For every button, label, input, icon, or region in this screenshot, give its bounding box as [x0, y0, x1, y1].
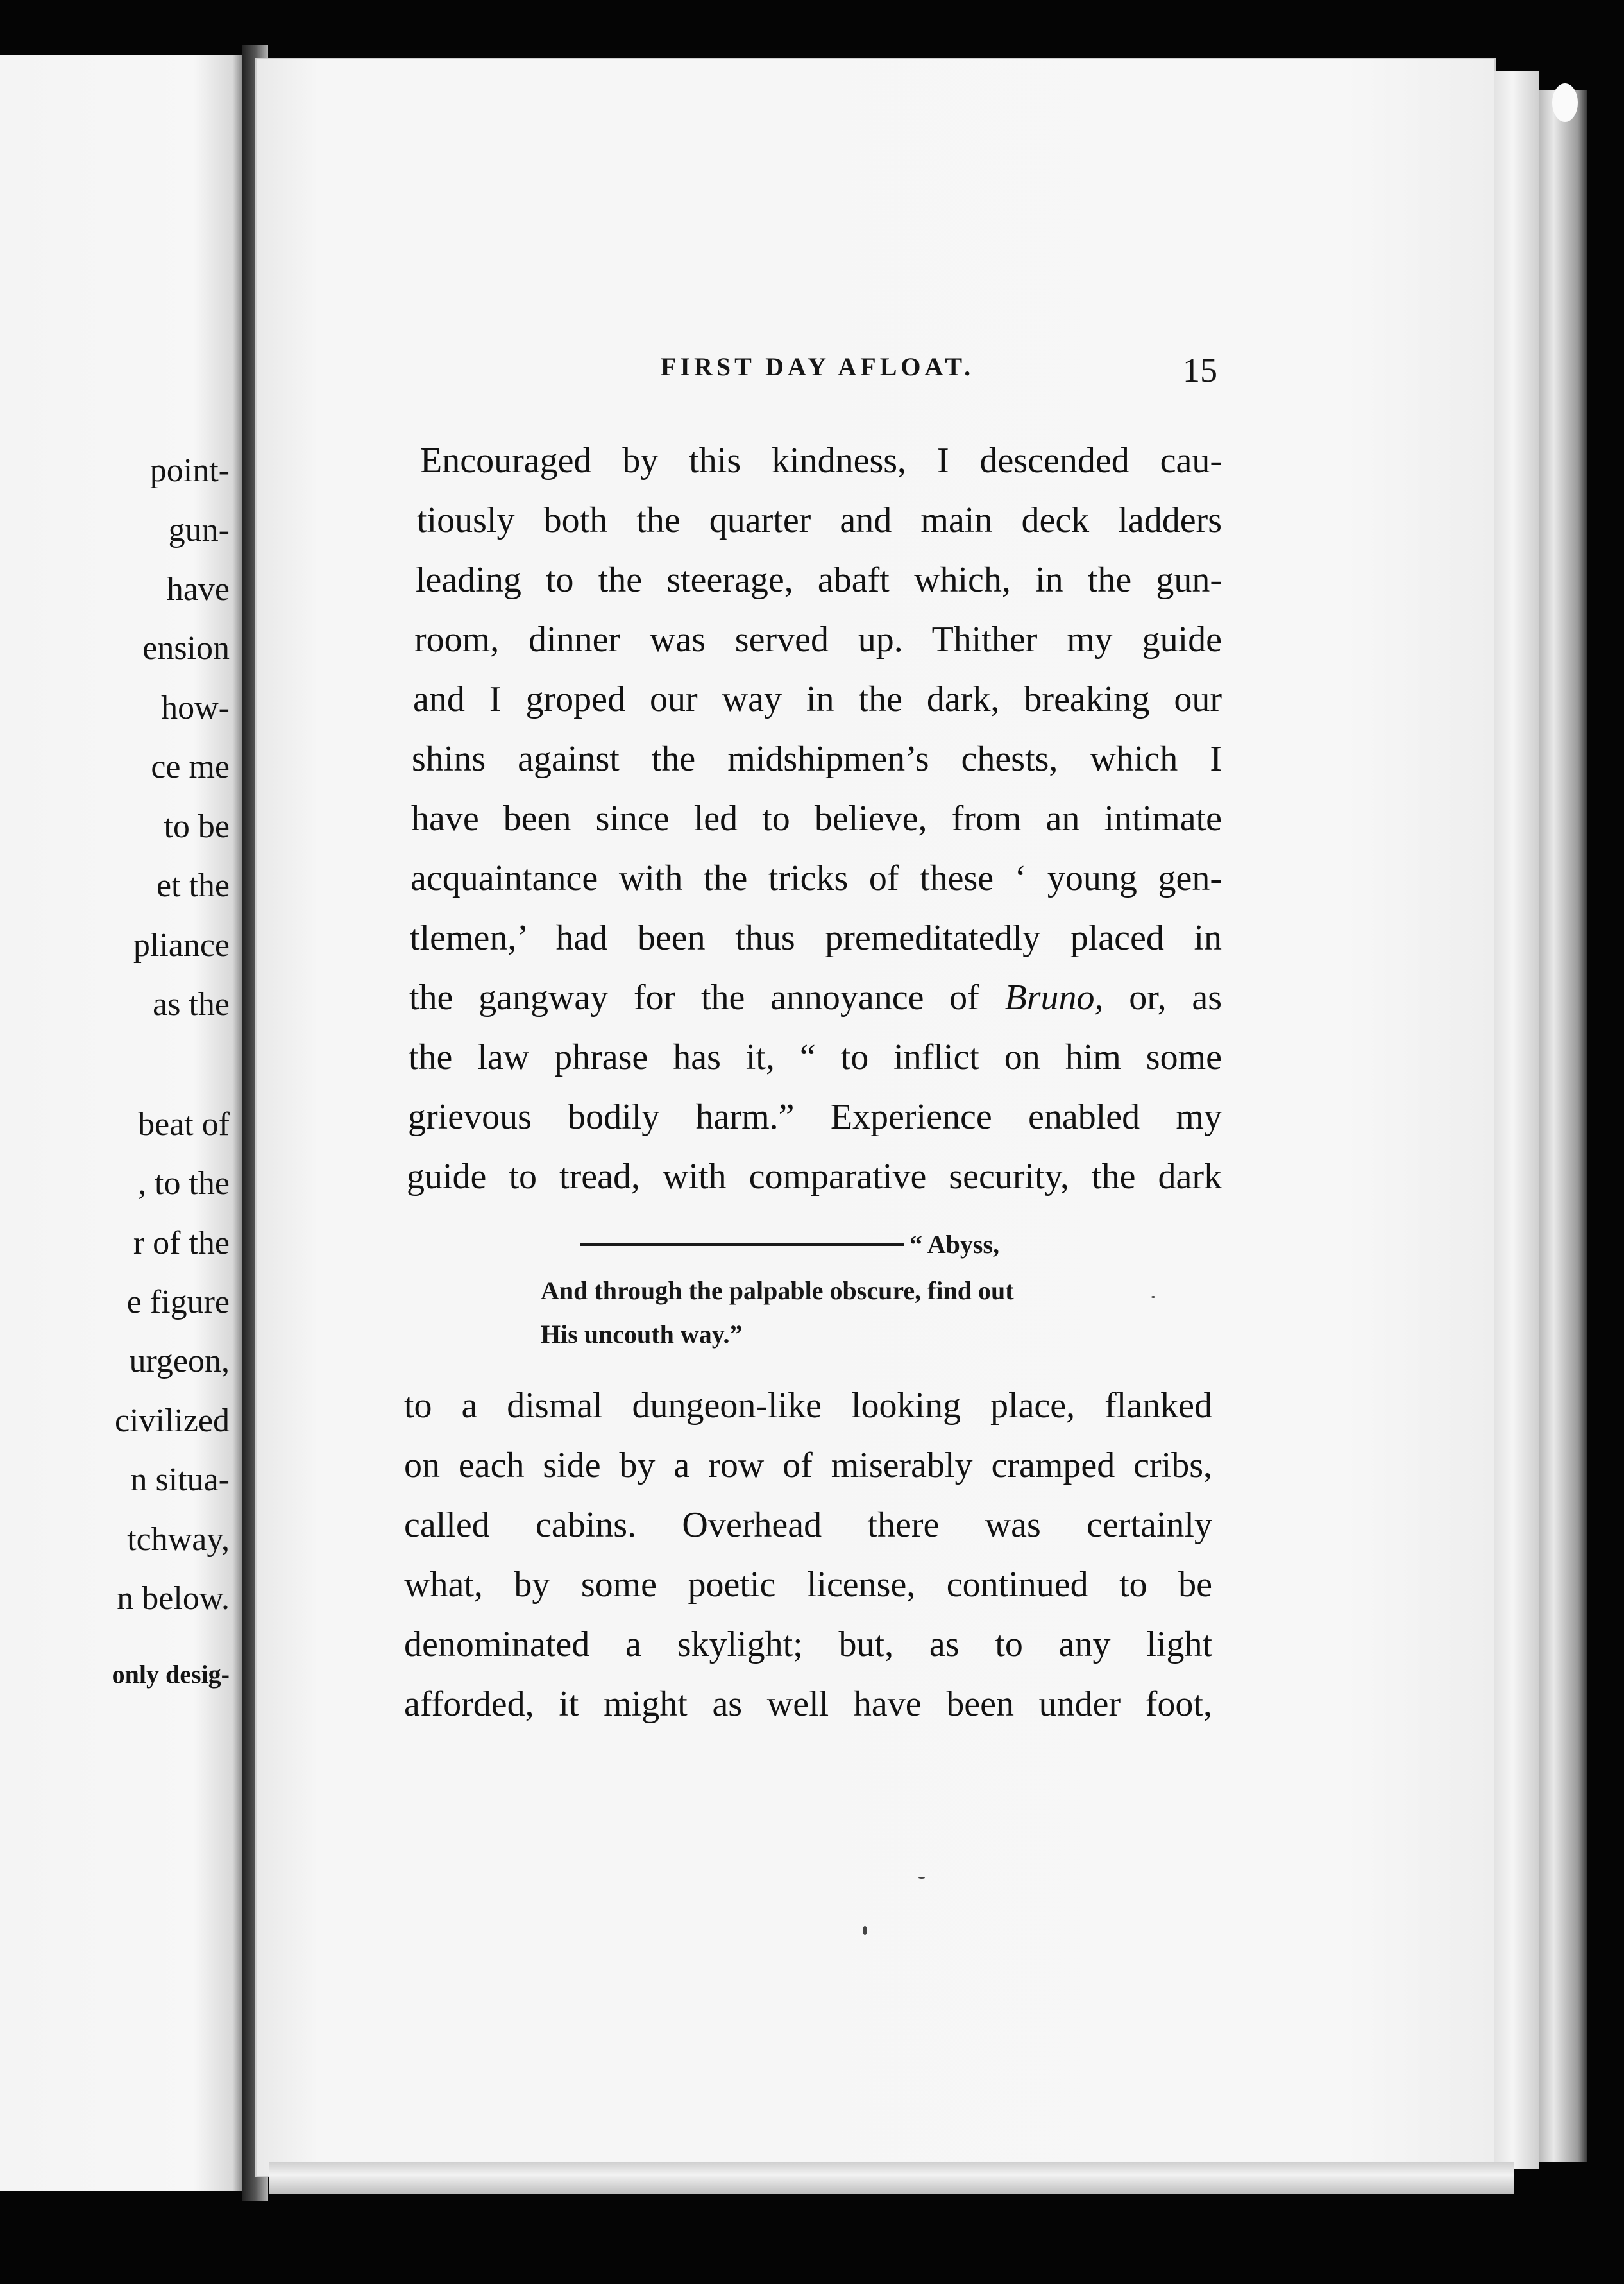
- quote-line: And through the palpable obscure, find out: [541, 1276, 1014, 1305]
- body-line: the law phrase has it, “ to inflict on him some: [409, 1037, 1222, 1077]
- left-page-line: to be: [164, 808, 230, 845]
- left-page-line: n below.: [117, 1580, 230, 1617]
- left-page-line: civilized: [114, 1402, 230, 1439]
- left-page-footnote-line: only desig-: [112, 1660, 230, 1689]
- left-page-line: , to the: [138, 1165, 230, 1202]
- page-bottom-edge: [269, 2162, 1514, 2194]
- body-line: grievous bodily harm.” Experience enabled my: [408, 1097, 1222, 1137]
- left-page-line: point-: [149, 452, 230, 489]
- body-line: denominated a skylight; but, as to any light: [404, 1624, 1212, 1664]
- body-line-with-italic: [409, 980, 1222, 1016]
- page-number: 15: [1183, 351, 1217, 389]
- body-line: acquaintance with the tricks of these ‘ young gen-: [410, 858, 1222, 898]
- left-page-line: r of the: [133, 1225, 230, 1261]
- left-page-line: beat of: [138, 1106, 230, 1143]
- left-page-line: ension: [142, 630, 230, 667]
- page-stack-edge: [1539, 90, 1587, 2162]
- left-page-line: e figure: [126, 1284, 230, 1320]
- quote-line: His uncouth way.”: [541, 1320, 743, 1349]
- left-page-line: as the: [153, 986, 230, 1023]
- page-edge: [1494, 71, 1539, 2169]
- body-line: guide to tread, with comparative security, the dark: [407, 1157, 1222, 1197]
- italic-name: Bruno,: [1004, 978, 1104, 1018]
- left-page-line: ce me: [151, 749, 230, 785]
- line-text: or, as: [1129, 978, 1222, 1018]
- left-page-line: pliance: [133, 927, 230, 964]
- left-page-line: urgeon,: [129, 1343, 230, 1379]
- left-page-line: tchway,: [127, 1521, 230, 1558]
- body-line: tlemen,’ had been thus premeditatedly placed in: [410, 918, 1222, 958]
- previous-page-fragment: [0, 55, 242, 2191]
- body-line: what, by some poetic license, continued to be: [404, 1565, 1212, 1605]
- ink-speck: [1151, 1296, 1155, 1298]
- body-line: shins against the midshipmen’s chests, which I: [412, 739, 1222, 779]
- body-line: tiously both the quarter and main deck ladders: [417, 500, 1222, 540]
- left-page-line: n situa-: [130, 1462, 230, 1498]
- ink-speck: [918, 1877, 925, 1879]
- body-line: leading to the steerage, abaft which, in the gun-: [416, 560, 1222, 600]
- left-page-line: how-: [161, 690, 230, 726]
- body-line: and I groped our way in the dark, breaking our: [413, 679, 1222, 719]
- body-line: have been since led to believe, from an intimate: [411, 799, 1222, 839]
- ink-speck: [863, 1926, 867, 1935]
- body-line: to a dismal dungeon-like looking place, flanked: [404, 1386, 1212, 1426]
- quote-dash-rule: [580, 1243, 904, 1246]
- running-head: FIRST DAY AFLOAT.: [661, 352, 975, 381]
- body-line: on each side by a row of miserably cramped cribs,: [404, 1445, 1212, 1485]
- left-page-line: et the: [156, 867, 230, 904]
- body-line: room, dinner was served up. Thither my guide: [414, 620, 1222, 660]
- line-text: the gangway for the annoyance of: [409, 978, 979, 1018]
- body-line: Encouraged by this kindness, I descended cau-: [420, 441, 1222, 481]
- left-page-line: have: [166, 571, 230, 608]
- left-page-line: gun-: [168, 512, 230, 549]
- quote-line: “ Abyss,: [909, 1230, 1000, 1259]
- page-edge-mark: [1552, 83, 1578, 122]
- body-line: afforded, it might as well have been under foot,: [404, 1684, 1212, 1724]
- body-line: called cabins. Overhead there was certainly: [404, 1505, 1212, 1545]
